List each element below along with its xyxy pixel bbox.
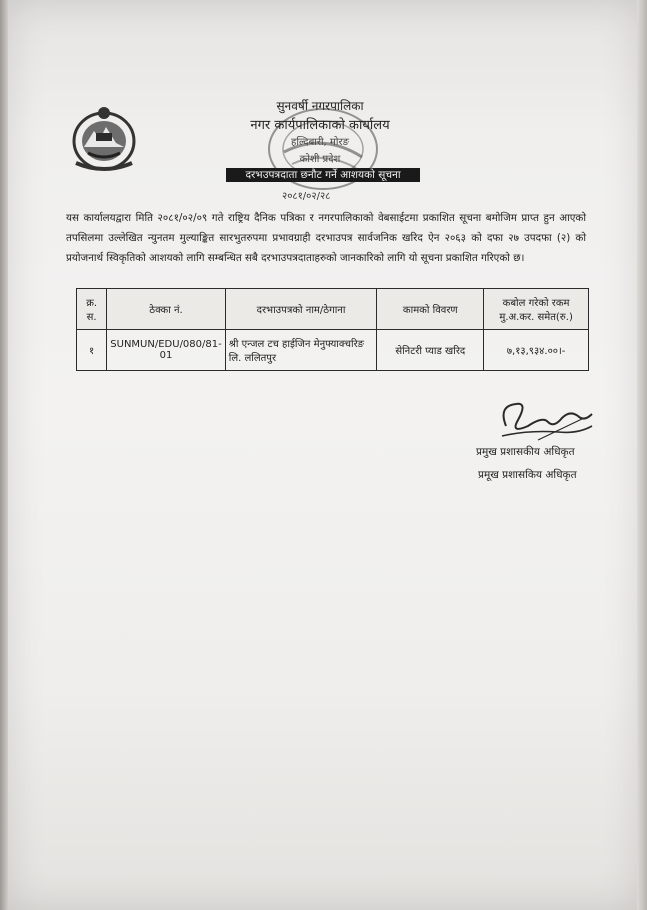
office-name: नगर कार्यपालिकाको कार्यालय (250, 118, 390, 133)
header-bidder: दरभाउपत्रको नाम/ठेगाना (225, 289, 377, 330)
table-header-row (77, 289, 589, 330)
photo-shadow-left (0, 0, 8, 910)
municipality-name: सुनवर्षी नगरपालिका (276, 99, 364, 113)
table-row (77, 330, 589, 371)
row-work: सेनिटरी प्याड खरिद (377, 330, 484, 371)
row-sn: १ (77, 330, 107, 371)
bidder-table (76, 288, 589, 371)
nepal-emblem-icon (66, 103, 142, 175)
province-name: कोशी प्रदेश (299, 154, 341, 165)
row-amount: ७,१३,९३४.००।- (484, 330, 589, 371)
notice-title: दरभउपत्रदाता छनौट गर्ने आशयको सूचना (226, 168, 420, 182)
photo-shadow-right (637, 0, 647, 910)
header-contract-no: ठेक्का नं. (107, 289, 225, 330)
notice-paragraph: यस कार्यालयद्वारा मिति २०८१/०२/०९ गते राष्ट्रिय दैनिक पत्रिका र नगरपालिकाको वेबसाईटमा प्रकाशित सूचना बमोजिम प्राप्त हुन आएको तपसिलमा उल्लेखित न्युनतम मुल्याङ्कित सारभुतरुपमा प्रभावग्राही दरभाउपत्र सार्वजनिक खरिद ऐन २०६३ को दफा २७ उपदफा (२) को प्रयोजनार्थ स्विकृतिको आशयको लागि सम्बन्धित सबै दरभाउपत्रदाताहरुको जानकारिको लागि यो सूचना प्रकाशित गरिएको छ। (66, 212, 586, 264)
signatory-title: प्रमुख प्रशासकीय अधिकृत (476, 446, 575, 458)
row-contract-no: SUNMUN/EDU/080/81-01 (107, 330, 225, 371)
office-address: हल्दिबारी, मोरङ (291, 137, 349, 148)
header-sn: क्र. स. (77, 289, 107, 330)
signature-icon (488, 396, 598, 448)
header-work: कामको विवरण (377, 289, 484, 330)
signatory-title-typed: प्रमूख प्रशासकिय अधिकृत (478, 469, 577, 481)
notice-date: २०८१/०२/२८ (282, 191, 331, 202)
row-bidder: श्री एन्जल टच हाईजिन मेनुफ्याक्चरिङ लि. ललितपुर (225, 330, 377, 371)
header-amount: कबोल गरेको रकम मु.अ.कर. समेत(रु.) (484, 289, 589, 330)
